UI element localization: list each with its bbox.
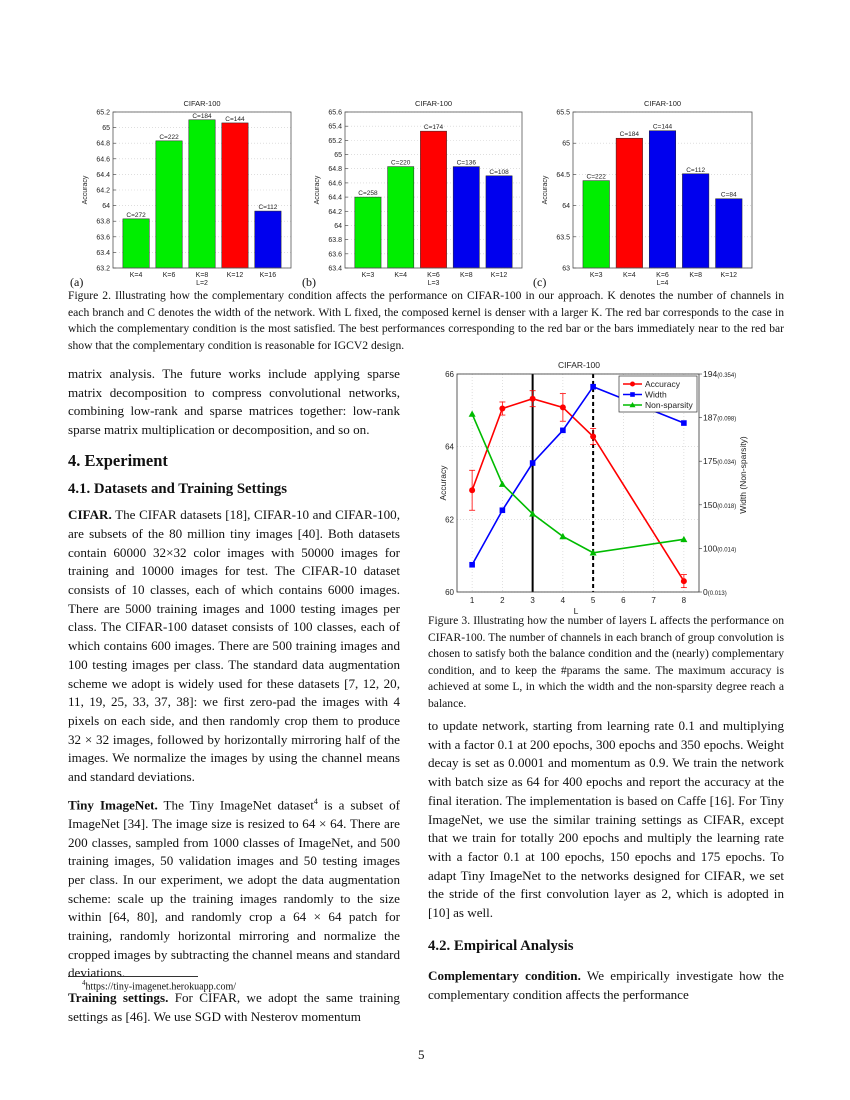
complementary-text: We empirically investigate how the complementary condition affects the performance [428,968,784,1003]
svg-text:C=272: C=272 [126,211,146,219]
svg-text:C=136: C=136 [456,159,476,167]
svg-text:K=4: K=4 [394,272,408,279]
svg-text:1: 1 [469,596,475,605]
bar-chart-2 [302,99,522,289]
bar-chart-3 [533,99,752,289]
svg-text:65.4: 65.4 [328,123,342,131]
svg-text:65: 65 [102,125,110,133]
svg-text:65: 65 [562,140,570,148]
bar [156,141,182,268]
svg-text:63.5: 63.5 [556,234,570,242]
svg-text:CIFAR-100: CIFAR-100 [183,99,221,108]
bar [716,199,743,268]
cifar-paragraph [68,506,400,787]
svg-text:C=184: C=184 [192,112,212,120]
svg-text:C=222: C=222 [159,133,179,141]
left-column [68,365,400,1027]
svg-text:C=112: C=112 [258,204,278,212]
svg-text:C=220: C=220 [391,159,411,167]
svg-text:K=8: K=8 [689,272,702,279]
tiny-text-b: is a subset of ImageNet [34]. The image size is resized to 64 × 64. There are 200 classes, sampled from 1000 classes of ImageNet, and 500 training images, 50 validation images and 50 testing images per class. In our experiment, we adopt the data augmentation scheme: scale up the training images randomly to the size within [64, 80], and randomly crop a 64 × 64 patch for training, randomly horizontal mirroring and normalize the cropped images by subtracting the channel means and standard deviations. [68,797,401,981]
svg-text:L=4: L=4 [656,280,669,287]
svg-text:5: 5 [590,596,596,605]
svg-text:K=16: K=16 [259,272,277,279]
svg-text:6: 6 [621,596,626,605]
svg-text:C=144: C=144 [652,123,673,131]
svg-text:64.6: 64.6 [96,156,110,164]
svg-text:63.2: 63.2 [96,265,110,273]
complementary-runin: Complementary condition. [428,968,581,984]
svg-text:L=2: L=2 [196,280,208,287]
training-settings-text: For CIFAR, we adopt the same training settings as [46]. We use SGD with Nesterov momentum [68,990,400,1024]
svg-text:C=184: C=184 [619,131,640,139]
svg-text:63.6: 63.6 [96,234,110,242]
svg-text:K=8: K=8 [195,272,209,279]
svg-text:(a): (a) [70,275,84,289]
chart-legend [619,376,697,412]
svg-text:C=222: C=222 [586,173,606,181]
svg-text:7: 7 [651,596,656,605]
bar [355,197,381,268]
svg-text:K=3: K=3 [361,272,375,279]
series-accuracy [472,399,684,581]
bar [486,176,512,268]
svg-text:(c): (c) [533,275,547,289]
bar [255,211,281,268]
svg-text:64.8: 64.8 [328,166,342,174]
footnote-rule [68,976,198,977]
svg-text:63.4: 63.4 [328,265,342,273]
svg-text:CIFAR-100: CIFAR-100 [414,99,453,108]
bar [189,120,215,268]
svg-text:Accuracy: Accuracy [82,175,89,205]
svg-text:150(0.018): 150(0.018) [703,499,737,510]
svg-text:Width (Non-sparsity): Width (Non-sparsity) [738,436,748,514]
right-column [428,717,784,1005]
svg-text:65.5: 65.5 [556,109,570,117]
svg-text:K=6: K=6 [656,272,669,279]
svg-text:CIFAR-100: CIFAR-100 [557,360,601,370]
svg-text:K=12: K=12 [720,272,738,279]
svg-text:65: 65 [334,152,342,160]
subsection-heading-empirical: 4.2. Empirical Analysis [428,937,574,954]
svg-text:Accuracy: Accuracy [438,465,448,501]
series-width [472,387,684,565]
svg-text:64.2: 64.2 [96,187,110,195]
svg-text:C=144: C=144 [225,115,245,123]
svg-text:L=3: L=3 [427,280,440,287]
subsection-heading-datasets: 4.1. Datasets and Training Settings [68,480,287,497]
svg-text:65.2: 65.2 [96,109,110,117]
svg-text:65.6: 65.6 [328,109,342,117]
svg-text:L: L [573,606,579,616]
svg-text:0(0.013): 0(0.013) [703,587,727,597]
bar [583,181,610,268]
figure3-caption: Figure 3. Illustrating how the number of layers L affects the performance on CIFAR-100. The number of channels in each branch of group convolution is chosen to satisfy both the balance condition and the (nearly) complementary condition, and to keep the #params the same. The maximum accuracy is achieved at some L, in which the width and the non-sparsity degree reach a balance. [428,614,784,710]
svg-text:175(0.034): 175(0.034) [703,456,737,467]
cifar-text: The CIFAR datasets [18], CIFAR-10 and CIFAR-100, are subsets of the 80 million tiny images [40]. Both datasets contain 60000 32×32 color images with 50000 images for training and 10000 images for test. The CIFAR-10 dataset consists of 10 classes, each of which contains 6000 images. There are 5000 training images and 1000 testing images per class. The CIFAR-100 dataset consists of 100 classes, each of which contains 600 images. There are 500 training images and 100 testing images per class. The standard data augmentation scheme we adopt is widely used for these datasets [7, 12, 20, 11, 19, 25, 33, 37, 38]: we first zero-pad the images with 4 pixels on each side, and then randomly crop them to produce 32 × 32 images, followed by horizontally mirroring half of the images. We normalize the images by using the channel means and standard deviations. [68,507,400,785]
svg-text:64.2: 64.2 [328,208,342,216]
bar [682,174,709,268]
svg-text:4: 4 [560,596,566,605]
footnote-url[interactable]: https://tiny-imagenet.herokuapp.com/ [85,981,237,993]
svg-text:100(0.014): 100(0.014) [703,543,737,554]
footnote-mark: 4 [82,979,86,987]
svg-text:64: 64 [445,442,454,452]
page-number: 5 [418,1047,425,1062]
bar [222,123,248,268]
bar [649,131,676,268]
svg-text:2: 2 [500,596,505,605]
tiny-imagenet-runin: Tiny ImageNet. [68,797,158,813]
svg-text:(b): (b) [302,275,316,289]
svg-text:64.5: 64.5 [556,171,570,179]
svg-text:66: 66 [445,370,454,379]
svg-text:64.4: 64.4 [328,194,342,202]
cifar-runin: CIFAR. [68,507,112,523]
tiny-imagenet-paragraph [68,793,400,983]
svg-text:C=108: C=108 [489,168,509,176]
svg-text:K=12: K=12 [490,272,508,279]
training-settings-runin: Training settings. [68,990,169,1006]
bar-chart-1 [70,99,291,289]
svg-text:K=4: K=4 [129,272,143,279]
svg-text:63.6: 63.6 [328,251,342,259]
figure3-line-chart [420,355,790,617]
svg-text:CIFAR-100: CIFAR-100 [643,99,682,108]
svg-text:8: 8 [681,596,687,605]
svg-text:K=6: K=6 [162,272,176,279]
svg-text:3: 3 [530,596,535,605]
svg-text:64: 64 [562,203,570,211]
svg-text:64: 64 [334,222,342,230]
svg-text:K=3: K=3 [589,272,603,279]
svg-text:63: 63 [562,265,570,273]
svg-text:63.8: 63.8 [328,237,342,245]
bar [453,167,479,268]
svg-text:63.4: 63.4 [96,249,110,257]
svg-text:C=84: C=84 [720,191,737,199]
footnote [82,979,236,992]
training-continued-paragraph: to update network, starting from learning rate 0.1 and multiplying with a factor 0.1 at 200 epochs, 300 epochs and 350 epochs. Weight decay is set as 0.0001 and momentum as 0.9. We train the network with batch size as 64 for 400 epochs and report the accuracy at the final iteration. The implementation is based on Caffe [16]. For Tiny ImageNet, we use the similar training settings as CIFAR, except that we train for totally 200 epochs and multiply the learning rate with a factor 0.1 at 100 epochs, 150 epochs and 175 epochs. To adapt Tiny ImageNet to the networks designed for CIFAR, we set the stride of the first convolution layer as 2, which is adopted in [10] as well. [428,718,784,921]
bar [420,131,446,268]
footnote-reference[interactable]: 4 [313,796,318,806]
svg-text:187(0.098): 187(0.098) [703,412,737,423]
svg-text:C=174: C=174 [423,124,444,132]
svg-text:K=4: K=4 [623,272,636,279]
tiny-text-a: The Tiny ImageNet dataset [157,797,314,813]
svg-text:194(0.354): 194(0.354) [703,369,737,379]
svg-text:64.8: 64.8 [96,140,110,148]
intro-paragraph: matrix analysis. The future works include applying sparse matrix decomposition to compress convolutional networks, combining low-rank and sparse matrices together: low-rank sparse matrix multiplication or decomposition, and so on. [68,366,400,438]
svg-text:65.2: 65.2 [328,137,342,145]
bar [616,138,643,268]
svg-text:K=6: K=6 [427,272,440,279]
svg-text:64.6: 64.6 [328,180,342,188]
svg-text:62: 62 [445,515,454,525]
bar [388,167,414,268]
svg-text:Accuracy: Accuracy [542,175,549,205]
svg-text:60: 60 [445,588,454,597]
svg-text:Accuracy: Accuracy [314,175,321,205]
svg-text:64: 64 [102,203,110,211]
svg-text:Non-sparsity: Non-sparsity [645,400,693,410]
svg-text:C=258: C=258 [358,190,378,198]
complementary-paragraph [428,967,784,1004]
svg-text:K=12: K=12 [226,272,244,279]
svg-text:64.4: 64.4 [96,171,110,179]
svg-text:63.8: 63.8 [96,218,110,226]
svg-text:Accuracy: Accuracy [645,379,680,389]
svg-text:K=8: K=8 [459,272,473,279]
svg-text:C=112: C=112 [686,166,706,174]
figure2-caption: Figure 2. Illustrating how the complementary condition affects the performance on CIFAR-100 in our approach. K denotes the number of channels in each branch and C denotes the width of the network. With L fixed, the composed kernel is denser with a larger K. The red bar corresponds to the case in which the complementary condition is the most satisfied. The best performances corresponding to the red bar or the bars immediately near to the red bar show that the complementary condition is reasonable for IGCV2 design. [68,289,784,352]
training-settings-paragraph [68,989,400,1026]
bar [123,219,149,268]
svg-text:Width: Width [645,389,667,400]
figure2-bar-charts [0,0,850,290]
section-heading-experiment: 4. Experiment [68,450,168,470]
